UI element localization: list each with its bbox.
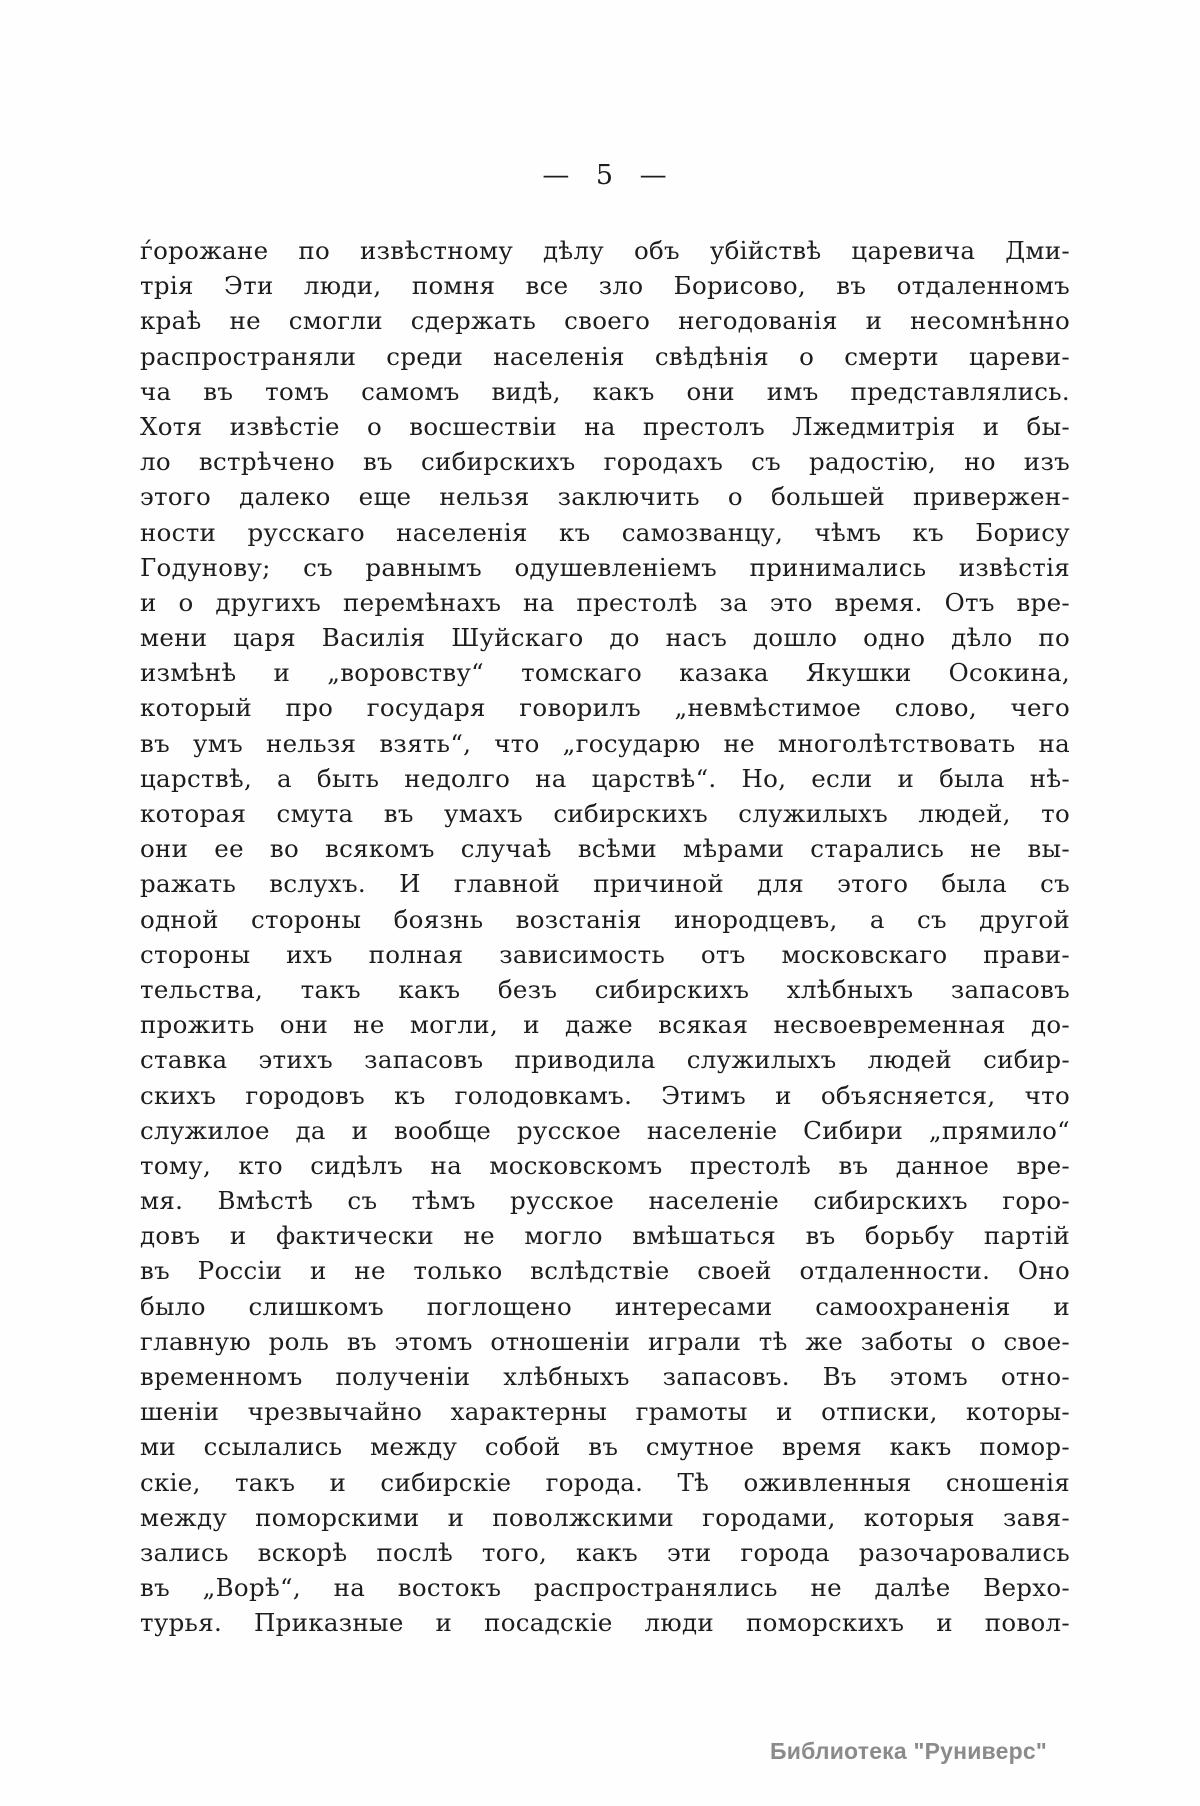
text-line: краѣ не смогли сдержать своего негодованія и несомнѣнно <box>140 306 1070 336</box>
text-line: мя. Вмѣстѣ съ тѣмъ русское населеніе сибирскихъ горо- <box>140 1186 1070 1216</box>
text-line: который про государя говорилъ „невмѣстимое слово, чего <box>140 693 1070 723</box>
text-line: одной стороны боязнь возстанія инородцевъ, а съ другой <box>140 904 1070 934</box>
text-line: шеніи чрезвычайно характерны грамоты и отписки, которы- <box>140 1397 1070 1427</box>
text-line: которая смута въ умахъ сибирскихъ служилыхъ людей, то <box>140 799 1070 828</box>
text-line: скихъ городовъ къ голодовкамъ. Этимъ и объясняется, что <box>140 1080 1070 1110</box>
text-line: турья. Приказные и посадскіе люди поморскихъ и повол- <box>140 1608 1070 1638</box>
text-line: было слишкомъ поглощено интересами самоохраненія и <box>140 1291 1070 1321</box>
text-line: ности русскаго населенія къ самозванцу, чѣмъ къ Борису <box>140 517 1070 547</box>
page-number: — 5 — <box>542 160 668 191</box>
text-line: тому, кто сидѣлъ на московскомъ престолѣ въ данное вре- <box>140 1150 1070 1180</box>
text-line: измѣнѣ и „воровству“ томскаго казака Якушки Осокина, <box>140 658 1070 688</box>
text-line: въ Россіи и не только вслѣдствіе своей отдаленности. Оно <box>140 1256 1070 1286</box>
text-line: ча въ томъ самомъ видѣ, какъ они имъ представлялись. <box>140 376 1070 406</box>
text-line: Годунову; съ равнымъ одушевленіемъ принимались извѣстія <box>140 552 1070 582</box>
text-line: въ „Ворѣ“, на востокъ распространялись не далѣе Верхо- <box>140 1573 1070 1603</box>
text-line: прожить они не могли, и даже всякая несвоевременная до- <box>140 1010 1070 1040</box>
text-line: главную роль въ этомъ отношеніи играли тѣ же заботы о свое- <box>140 1326 1070 1356</box>
text-line: они ее во всякомъ случаѣ всѣми мѣрами старались не вы- <box>140 834 1070 864</box>
text-line: ѓорожане по извѣстному дѣлу объ убійствѣ царевича Дми- <box>140 236 1070 265</box>
text-line: распространяли среди населенія свѣдѣнія о смерти цареви- <box>140 341 1070 371</box>
text-line: ставка этихъ запасовъ приводила служилыхъ людей сибир- <box>140 1045 1070 1075</box>
text-line: ло встрѣчено въ сибирскихъ городахъ съ радостію, но изъ <box>140 447 1070 477</box>
text-line: трія Эти люди, помня все зло Борисово, въ отдаленномъ <box>140 271 1070 301</box>
text-line: служилое да и вообще русское населеніе Сибири „прямило“ <box>140 1115 1070 1145</box>
text-line: и о другихъ перемѣнахъ на престолѣ за это время. Отъ вре- <box>140 587 1070 617</box>
text-line: временномъ полученіи хлѣбныхъ запасовъ. Въ этомъ отно- <box>140 1362 1070 1391</box>
text-line: стороны ихъ полная зависимость отъ московскаго прави- <box>140 939 1070 969</box>
text-line: царствѣ, а быть недолго на царствѣ“. Но, если и была нѣ- <box>140 763 1070 793</box>
library-watermark: Библиотека "Руниверс" <box>770 1738 1047 1764</box>
text-line: этого далеко еще нельзя заключить о большей привержен- <box>140 482 1070 512</box>
text-line: мени царя Василія Шуйскаго до насъ дошло одно дѣло по <box>140 623 1070 653</box>
text-line: между поморскими и поволжскими городами, которыя завя- <box>140 1502 1070 1532</box>
text-line: скіе, такъ и сибирскіе города. Тѣ оживленныя сношенія <box>140 1467 1070 1497</box>
text-line: ражать вслухъ. И главной причиной для этого была съ <box>140 869 1070 899</box>
text-line: въ умъ нельзя взять“, что „государю не многолѣтствовать на <box>140 728 1070 758</box>
text-line: ми ссылались между собой въ смутное время какъ помор- <box>140 1432 1070 1462</box>
text-line: Хотя извѣстіе о восшествіи на престолъ Лжедмитрія и бы- <box>140 411 1070 441</box>
text-line: зались вскорѣ послѣ того, какъ эти города разочаровались <box>140 1537 1070 1567</box>
text-line: довъ и фактически не могло вмѣшаться въ борьбу партій <box>140 1221 1070 1251</box>
text-line: тельства, такъ какъ безъ сибирскихъ хлѣбныхъ запасовъ <box>140 974 1070 1004</box>
body-text <box>140 233 1070 1641</box>
